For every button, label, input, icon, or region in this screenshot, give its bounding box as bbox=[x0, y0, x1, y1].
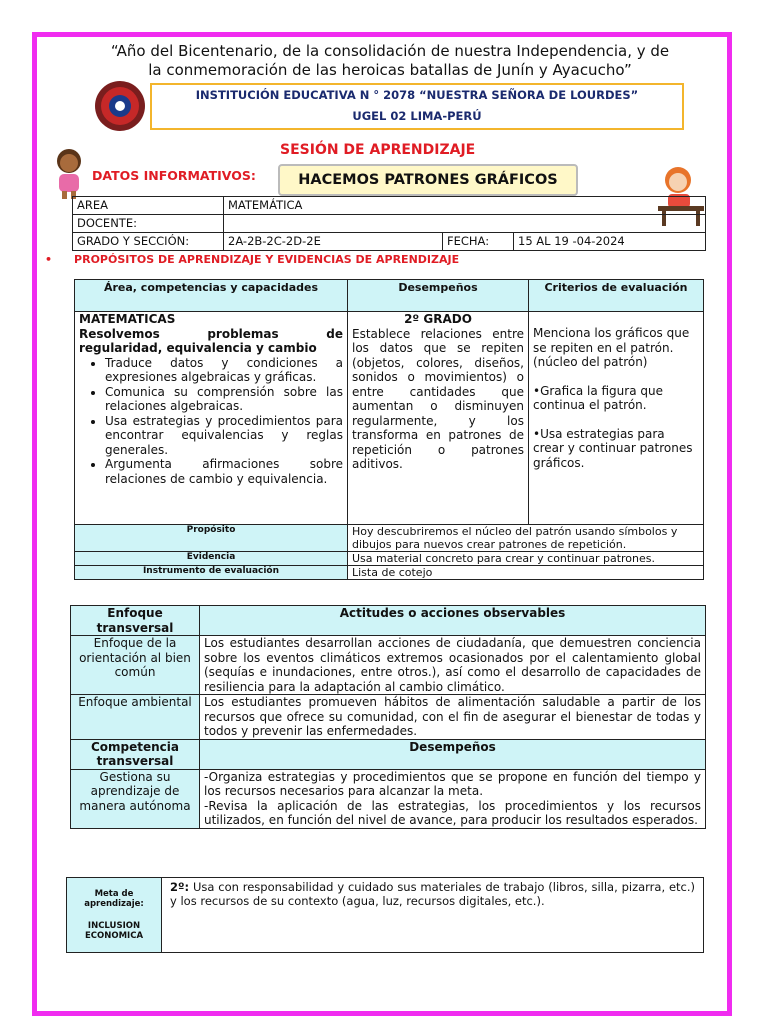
competencias-table bbox=[74, 279, 704, 580]
motto-line-2: la conmemoración de las heroicas batallas de Junín y Ayacucho” bbox=[148, 61, 632, 79]
docente-value bbox=[224, 215, 706, 233]
capacidad-item: • Argumenta afirmaciones sobre relaciones de cambio y equivalencia. bbox=[105, 457, 343, 486]
meta-grade: 2º: bbox=[170, 880, 190, 894]
meta-text-cell bbox=[162, 878, 704, 953]
enfoque-header: Enfoque transversal bbox=[71, 606, 200, 636]
institution-name: INSTITUCIÓN EDUCATIVA N ° 2078 “NUESTRA SEÑORA DE LOURDES” bbox=[195, 88, 639, 102]
meta-table bbox=[66, 877, 704, 953]
capacidad-item: • Traduce datos y condiciones a expresiones algebraicas y gráficas. bbox=[105, 356, 343, 385]
area-value: MATEMÁTICA bbox=[224, 197, 706, 215]
girl-illustration bbox=[46, 144, 92, 200]
desempeno-2: -Revisa la aplicación de las estrategias, los procedimientos y los recursos utilizados, en función del nivel de avance, para producir los resultados esperados. bbox=[204, 798, 701, 827]
desempeno-text: Establece relaciones entre los datos que se repiten (objetos, colores, diseños, sonidos o movimientos) o entre cantidades que aumentan o disminuyen regularmente, y los transforma en patrones de repetición o patrones aditivos. bbox=[352, 326, 524, 471]
col-area-header: Área, competencias y capacidades bbox=[75, 280, 348, 312]
meta-text: Usa con responsabilidad y cuidado sus materiales de trabajo (libros, silla, pizarra, etc.) y los recursos de su contexto (agua, luz, recursos digitales, etc.). bbox=[170, 880, 696, 908]
criterio-2: •Grafica la figura que continua el patrón. bbox=[533, 383, 663, 412]
proposito-label: Propósito bbox=[75, 525, 348, 552]
competencia-transversal-name: Gestiona su aprendizaje de manera autónoma bbox=[71, 769, 200, 828]
instrumento-text: Lista de cotejo bbox=[348, 566, 704, 580]
ugel-name: UGEL 02 LIMA-PERÚ bbox=[352, 109, 482, 123]
school-logo bbox=[94, 80, 146, 132]
competencia-transversal-desempenos bbox=[200, 769, 706, 828]
datos-informativos-label: DATOS INFORMATIVOS: bbox=[92, 168, 256, 183]
session-heading: SESIÓN DE APRENDIZAJE bbox=[280, 142, 476, 158]
grado-title: 2º GRADO bbox=[404, 312, 472, 326]
institution-box bbox=[150, 83, 684, 130]
fecha-label: FECHA: bbox=[443, 233, 514, 251]
col-criterios-header: Criterios de evaluación bbox=[529, 280, 704, 312]
enfoque-2-name: Enfoque ambiental bbox=[71, 695, 200, 740]
competencia-cell bbox=[75, 312, 348, 525]
enfoque-1-text: Los estudiantes desarrollan acciones de ciudadanía, que demuestren conciencia sobre los eventos climáticos extremos ocasionados por el calentamiento global (sequías e inundaciones, entre otros.), así como el desarrollo de capacidades de resiliencia para la adaptación al cambio climático. bbox=[200, 636, 706, 695]
capacidad-item: • Comunica su comprensión sobre las relaciones algebraicas. bbox=[105, 385, 343, 414]
desempeno-cell bbox=[348, 312, 529, 525]
competencia-transversal-header: Competencia transversal bbox=[71, 739, 200, 769]
evidencia-text: Usa material concreto para crear y continuar patrones. bbox=[348, 552, 704, 566]
docente-label: DOCENTE: bbox=[73, 215, 224, 233]
area-name: MATEMATICAS bbox=[79, 312, 176, 326]
proposito-text: Hoy descubriremos el núcleo del patrón usando símbolos y dibujos para nuevos crear patrones de repetición. bbox=[348, 525, 704, 552]
grado-value: 2A-2B-2C-2D-2E bbox=[224, 233, 443, 251]
fecha-value: 15 AL 19 -04-2024 bbox=[514, 233, 706, 251]
area-label: AREA bbox=[73, 197, 224, 215]
grado-label: GRADO Y SECCIÓN: bbox=[73, 233, 224, 251]
enfoque-1-name: Enfoque de la orientación al bien común bbox=[71, 636, 200, 695]
info-table bbox=[72, 196, 706, 251]
meta-label: Meta de aprendizaje: bbox=[84, 889, 144, 909]
evidencia-label: Evidencia bbox=[75, 552, 348, 566]
competencia-name: Resolvemos problemas de regularidad, equivalencia y cambio bbox=[79, 326, 343, 355]
purposes-heading-text: PROPÓSITOS DE APRENDIZAJE Y EVIDENCIAS DE APRENDIZAJE bbox=[74, 253, 460, 266]
bullet-icon: • bbox=[45, 253, 53, 266]
col-desempenos-header: Desempeños bbox=[348, 280, 529, 312]
actitudes-header: Actitudes o acciones observables bbox=[200, 606, 706, 636]
capacidades-list bbox=[79, 356, 343, 487]
meta-sublabel: INCLUSION ECONOMICA bbox=[84, 921, 144, 941]
criterios-cell bbox=[529, 312, 704, 525]
enfoques-table bbox=[70, 605, 706, 829]
criterio-1: Menciona los gráficos que se repiten en el patrón. (núcleo del patrón) bbox=[533, 326, 690, 369]
criterio-3: •Usa estrategias para crear y continuar patrones gráficos. bbox=[533, 426, 693, 470]
enfoque-2-text: Los estudiantes promueven hábitos de alimentación saludable a partir de los recursos que ofrece su comunidad, con el fin de asegurar el bienestar de todas y todos y prevenir las enfermedades. bbox=[200, 695, 706, 740]
session-title: HACEMOS PATRONES GRÁFICOS bbox=[278, 164, 578, 196]
instrumento-label: Instrumento de evaluación bbox=[75, 566, 348, 580]
desempeno-1: -Organiza estrategias y procedimientos que se propone en función del tiempo y los recursos necesarios para alcanzar la meta. bbox=[204, 769, 701, 798]
purposes-heading bbox=[45, 253, 459, 266]
desempenos-header: Desempeños bbox=[200, 739, 706, 769]
capacidad-item: • Usa estrategias y procedimientos para encontrar equivalencias y reglas generales. bbox=[105, 414, 343, 458]
motto-line-1: “Año del Bicentenario, de la consolidación de nuestra Independencia, y de bbox=[110, 42, 670, 60]
meta-label-cell bbox=[67, 878, 162, 953]
